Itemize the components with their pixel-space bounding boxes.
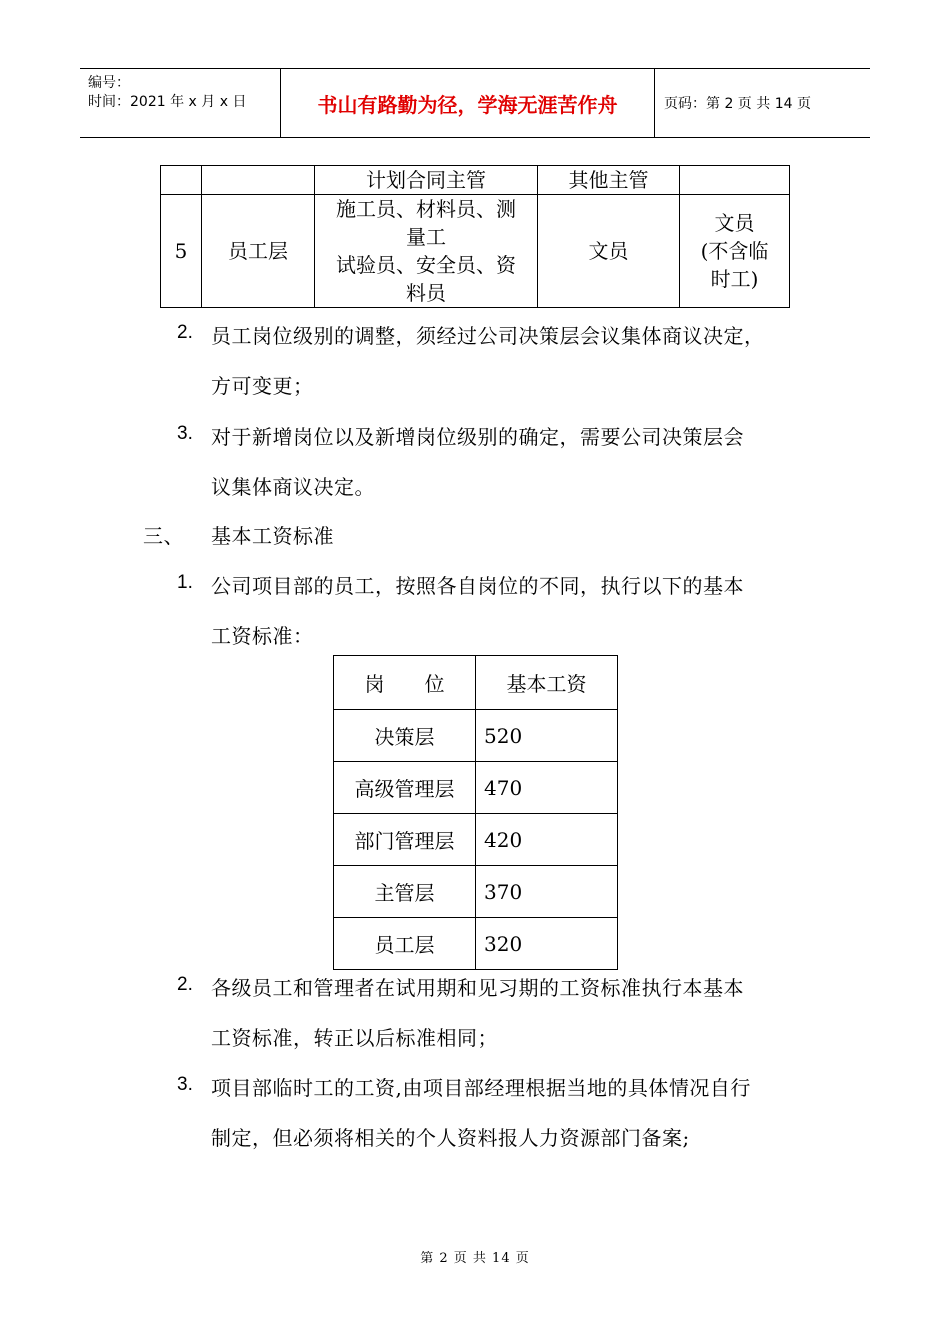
list-number: 3. — [177, 423, 193, 444]
paragraph-line: 工资标准： — [211, 624, 314, 648]
position-cell: 员工层 — [334, 918, 476, 970]
salary-cell: 420 — [476, 814, 618, 866]
table-cell — [680, 195, 790, 308]
table-row — [334, 710, 618, 762]
section-title: 基本工资标准 — [211, 524, 334, 548]
salary-cell: 370 — [476, 866, 618, 918]
table-row — [334, 866, 618, 918]
cell-line: 料员 — [406, 281, 446, 305]
table-row — [334, 814, 618, 866]
position-list — [315, 195, 538, 308]
salary-cell: 470 — [476, 762, 618, 814]
list-number: 2. — [177, 322, 193, 343]
page-footer: 第 2 页 共 14 页 — [420, 1251, 530, 1266]
column-header: 基本工资 — [476, 656, 618, 710]
table-row — [161, 166, 790, 195]
column-header: 岗 位 — [334, 656, 476, 710]
cell-line: 量工 — [406, 225, 446, 249]
paragraph-line: 制定，但必须将相关的个人资料报人力资源部门备案; — [211, 1126, 690, 1150]
cell-line: 施工员、材料员、测 — [336, 197, 516, 221]
cell-line: 文员 — [714, 211, 755, 235]
table-cell: 文员 — [538, 195, 680, 308]
position-cell: 高级管理层 — [334, 762, 476, 814]
list-number: 3. — [177, 1074, 193, 1095]
list-number: 2. — [177, 974, 193, 995]
paragraph-line: 各级员工和管理者在试用期和见习期的工资标准执行本基本 — [211, 976, 744, 1000]
table-cell — [202, 166, 315, 195]
header-divider — [654, 69, 655, 137]
level-name: 员工层 — [202, 195, 315, 308]
salary-cell: 520 — [476, 710, 618, 762]
position-cell: 主管层 — [334, 866, 476, 918]
code-label: 编号： — [88, 75, 130, 91]
table-cell — [680, 166, 790, 195]
cell-line: 试验员、安全员、资 — [336, 253, 516, 277]
table-row — [334, 762, 618, 814]
paragraph-line: 方可变更； — [211, 374, 314, 398]
row-number: 5 — [161, 195, 202, 308]
list-number: 1. — [177, 572, 193, 593]
page-header — [80, 68, 870, 138]
table-cell — [161, 166, 202, 195]
salary-table — [333, 655, 618, 970]
table-row — [161, 195, 790, 308]
paragraph-line: 公司项目部的员工，按照各自岗位的不同，执行以下的基本 — [211, 574, 744, 598]
cell-line: (不含临 — [700, 239, 769, 263]
paragraph-line: 员工岗位级别的调整，须经过公司决策层会议集体商议决定， — [211, 324, 765, 348]
header-page-info: 页码：第 2 页 共 14 页 — [664, 96, 811, 112]
level-table — [160, 165, 790, 308]
paragraph-line: 工资标准，转正以后标准相同； — [211, 1026, 498, 1050]
header-meta — [80, 69, 280, 137]
section-number: 三、 — [143, 524, 184, 548]
paragraph-line: 对于新增岗位以及新增岗位级别的确定，需要公司决策层会 — [211, 425, 744, 449]
time-label: 时间：2021 年 x 月 x 日 — [88, 94, 247, 110]
table-header-row — [334, 656, 618, 710]
header-motto: 书山有路勤为径，学海无涯苦作舟 — [317, 92, 618, 117]
table-cell: 其他主管 — [538, 166, 680, 195]
cell-line: 时工) — [710, 267, 759, 291]
paragraph-line: 项目部临时工的工资,由项目部经理根据当地的具体情况自行 — [211, 1076, 751, 1100]
table-row — [334, 918, 618, 970]
table-cell: 计划合同主管 — [315, 166, 538, 195]
salary-cell: 320 — [476, 918, 618, 970]
paragraph-line: 议集体商议决定。 — [211, 475, 375, 499]
position-cell: 决策层 — [334, 710, 476, 762]
position-cell: 部门管理层 — [334, 814, 476, 866]
